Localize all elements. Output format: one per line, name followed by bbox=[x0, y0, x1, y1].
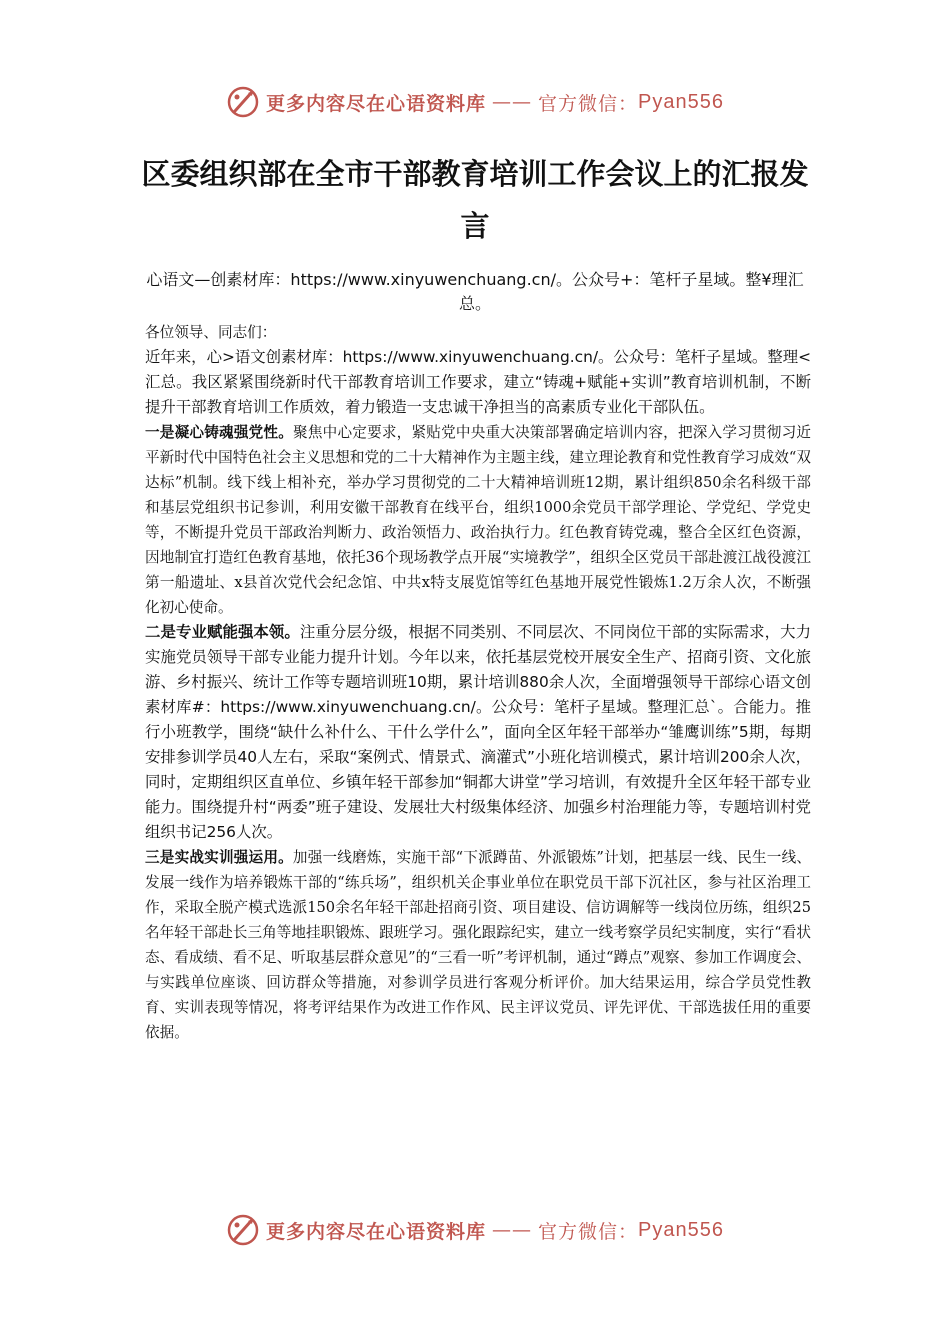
banner-separator: —— bbox=[492, 91, 533, 113]
banner-wechat-id: Pyan556 bbox=[638, 1218, 724, 1241]
section-heading: 一是凝心铸魂强党性。 bbox=[145, 424, 294, 441]
paragraph-text: 聚焦中心定要求，紧贴党中央重大决策部署确定培训内容，把深入学习贯彻习近平新时代中国特色社会主义思想和党的二十大精神作为主题主线，建立理论教育和党性教育学习成效“双达标”机制。线下线上相补充，举办学习贯彻党的二十大精神培训班12期，累计组织850余名科级干部和基层党组织书记参训，利用安徽干部教育在线平台，组织1000余党员干部学理论、学党纪、学党史等，不断提升党员干部政治判断力、政治领悟力、政治执行力。红色教育铸党魂，整合全区红色资源，因地制宜打造红色教育基地，依托36个现场教学点开展“实境教学”，组织全区党员干部赴渡江战役渡江第一船遗址、x县首次党代会纪念馆、中共x特支展览馆等红色基地开展党性锻炼1.2万余人次，不断强化初心使命。 bbox=[145, 424, 811, 616]
page-title: 区委组织部在全市干部教育培训工作会议上的汇报发言 bbox=[141, 157, 809, 243]
banner-wechat-label: 官方微信： bbox=[538, 92, 639, 115]
banner-text: 更多内容尽在心语资料库 bbox=[266, 92, 487, 115]
red-pen-seal-icon bbox=[226, 1213, 260, 1247]
document-body bbox=[145, 320, 811, 1045]
intro-paragraph bbox=[145, 345, 811, 420]
section-heading: 三是实战实训强运用。 bbox=[145, 849, 293, 866]
section-heading: 二是专业赋能强本领。 bbox=[145, 623, 300, 641]
salutation: 各位领导、同志们： bbox=[145, 324, 277, 341]
banner-wechat-label: 官方微信： bbox=[538, 1220, 639, 1243]
section-paragraph-1 bbox=[145, 420, 811, 620]
paragraph-text: 加强一线磨炼，实施干部“下派蹲苗、外派锻炼”计划，把基层一线、民生一线、发展一线作为培养锻炼干部的“练兵场”，组织机关企事业单位在职党员干部下沉社区，参与社区治理工作，采取全脱产模式选派150余名年轻干部赴招商引资、项目建设、信访调解等一线岗位历练，组织25名年轻干部赴长三角等地挂职锻炼、跟班学习。强化跟踪纪实，建立一线考察学员纪实制度，实行“看状态、看成绩、看不足、听取基层群众意见”的“三看一听”考评机制，通过“蹲点”观察、参加工作调度会、与实践单位座谈、回访群众等措施，对参训学员进行客观分析评价。加大结果运用，综合学员党性教育、实训表现等情况，将考评结果作为改进工作作风、民主评议党员、评先评优、干部选拔任用的重要依据。 bbox=[145, 849, 811, 1041]
footer-banner bbox=[0, 1212, 950, 1248]
section-paragraph-2 bbox=[145, 620, 811, 845]
paragraph-text: 注重分层分级，根据不同类别、不同层次、不同岗位干部的实际需求，大力实施党员领导干部专业能力提升计划。今年以来，依托基层党校开展安全生产、招商引资、文化旅游、乡村振兴、统计工作等专题培训班10期，累计培训880余人次，全面增强领导干部综心语文创素材库#：https://www.xinyuwenchuang.cn/。公众号：笔杆子星域。整理汇总`。合能力。推行小班教学，围绕“缺什么补什么、干什么学什么”，面向全区年轻干部举办“雏鹰训练”5期，每期安排参训学员40人左右，采取“案例式、情景式、滴灌式”小班化培训模式，累计培训200余人次，同时，定期组织区直单位、乡镇年轻干部参加“铜都大讲堂”学习培训，有效提升全区年轻干部专业能力。围绕提升村“两委”班子建设、发展壮大村级集体经济、加强乡村治理能力等，专题培训村党组织书记256人次。 bbox=[145, 623, 811, 841]
banner-text: 更多内容尽在心语资料库 bbox=[266, 1220, 487, 1243]
header-banner bbox=[0, 84, 950, 120]
banner-wechat-id: Pyan556 bbox=[638, 90, 724, 113]
source-note: 心语文—创素材库：https://www.xinyuwenchuang.cn/。公众号+：笔杆子星域。整¥理汇总。 bbox=[146, 270, 804, 313]
section-paragraph-3 bbox=[145, 845, 811, 1045]
red-pen-seal-icon bbox=[226, 85, 260, 119]
paragraph-text: 近年来，心>语文创素材库：https://www.xinyuwenchuang.cn/。公众号：笔杆子星域。整理<汇总。我区紧紧围绕新时代干部教育培训工作要求，建立“铸魂+赋能+实训”教育培训机制，不断提升干部教育培训工作质效，着力锻造一支忠诚干净担当的高素质专业化干部队伍。 bbox=[145, 348, 811, 416]
banner-separator: —— bbox=[492, 1219, 533, 1241]
